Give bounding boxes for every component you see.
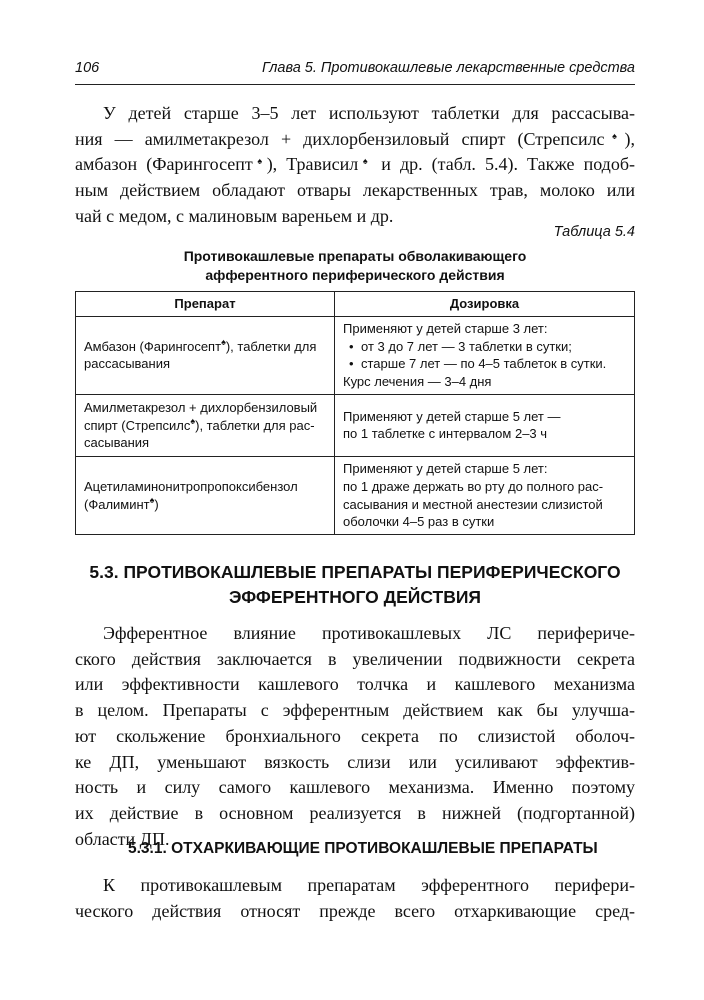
- text-line: У детей старше 3–5 лет используют таблетки для рассасыва-: [103, 103, 635, 123]
- text-line: ческого действия относят прежде всего отхаркивающие сред-: [75, 900, 635, 921]
- column-header-drug: Препарат: [76, 292, 335, 317]
- text-line: ность и силу самого кашлевого механизма. Именно поэтому: [75, 777, 635, 798]
- drug-cell: Амбазон (Фарингосепт♠), таблетки для рассасывания: [76, 316, 335, 394]
- table-label: Таблица 5.4: [553, 224, 635, 240]
- section-heading: 5.3. ПРОТИВОКАШЛЕВЫЕ ПРЕПАРАТЫ ПЕРИФЕРИЧЕСКОГО ЭФФЕРЕНТНОГО ДЕЙСТВИЯ: [89, 562, 621, 607]
- subsection-heading: 5.3.1. ОТХАРКИВАЮЩИЕ ПРОТИВОКАШЛЕВЫЕ ПРЕПАРАТЫ: [128, 840, 598, 857]
- trademark-icon: ♠: [252, 156, 267, 167]
- subsection-paragraph: [75, 873, 635, 924]
- text-line: их действие в основном реализуется в нижней (подгортанной): [75, 802, 635, 823]
- drug-cell: Амилметакрезол + дихлорбензиловый спирт (Стрепсилс♠), таблетки для рас- сасывания: [76, 394, 335, 456]
- dosage-cell: Применяют у детей старше 3 лет: • от 3 до 7 лет — 3 таблетки в сутки; • старше 7 лет — по 4–5 таблеток в сутки. Курс лечения — 3–4 дня: [335, 316, 635, 394]
- trademark-icon: ♠: [358, 156, 373, 167]
- text-line: чай с медом, с малиновым вареньем и др.: [75, 205, 394, 226]
- table-row: [76, 394, 635, 456]
- column-header-dosage: Дозировка: [335, 292, 635, 317]
- text-line: ным действием обладают отвары лекарственных трав, молоко или: [75, 180, 635, 201]
- drug-table: [75, 291, 635, 535]
- chapter-title: Глава 5. Противокашлевые лекарственные средства: [261, 60, 635, 76]
- header-rule: [75, 84, 635, 85]
- text-line: Эфферентное влияние противокашлевых ЛС перифериче-: [103, 623, 635, 643]
- text-line: К противокашлевым препаратам эфферентного перифери-: [103, 875, 635, 895]
- trademark-icon: ♠: [190, 415, 196, 426]
- text-line: ния — амилметакрезол + дихлорбензиловый спирт (Стрепсилс♠),: [75, 128, 635, 149]
- trademark-icon: ♠: [149, 494, 155, 505]
- intro-paragraph: [75, 101, 635, 230]
- running-header: [75, 60, 635, 82]
- list-item: • старше 7 лет — по 4–5 таблеток в сутки.: [343, 355, 626, 373]
- text-line: ского действия заключается в увеличении подвижности секрета: [75, 648, 635, 669]
- dosage-cell: Применяют у детей старше 5 лет — по 1 таблетке с интервалом 2–3 ч: [335, 394, 635, 456]
- list-item: • от 3 до 7 лет — 3 таблетки в сутки;: [343, 338, 626, 356]
- text-line: ке ДП, уменьшают вязкость слизи или усиливают эффектив-: [75, 751, 635, 772]
- trademark-icon: ♠: [221, 336, 226, 347]
- trademark-icon: ♠: [604, 130, 625, 141]
- text-line: в целом. Препараты с эфферентным действием как бы улучша-: [75, 700, 635, 721]
- text-line: ют скольжение бронхиального секрета по слизистой оболоч-: [75, 725, 635, 746]
- table-row: [76, 316, 635, 394]
- dosage-cell: Применяют у детей старше 5 лет: по 1 драже держать во рту до полного рас- сасывания и местной анестезии слизистой оболочки 4–5 раз в сутки: [335, 456, 635, 534]
- table-title: Противокашлевые препараты обволакивающего афферентного периферического действия: [183, 248, 527, 283]
- drug-cell: Ацетиламинонитропропоксибензол (Фалиминт♠): [76, 456, 335, 534]
- table-header-row: [76, 292, 635, 317]
- text-line: или эффективности кашлевого толчка и кашлевого механизма: [75, 674, 635, 695]
- text-line: амбазон (Фарингосепт♠), Трависил♠ и др. (табл. 5.4). Также подоб-: [75, 154, 635, 175]
- page-number: 106: [75, 60, 100, 76]
- table-row: [76, 456, 635, 534]
- dosage-list: [343, 338, 626, 374]
- section-paragraph: [75, 621, 635, 852]
- text-line: области ДП.: [75, 828, 170, 849]
